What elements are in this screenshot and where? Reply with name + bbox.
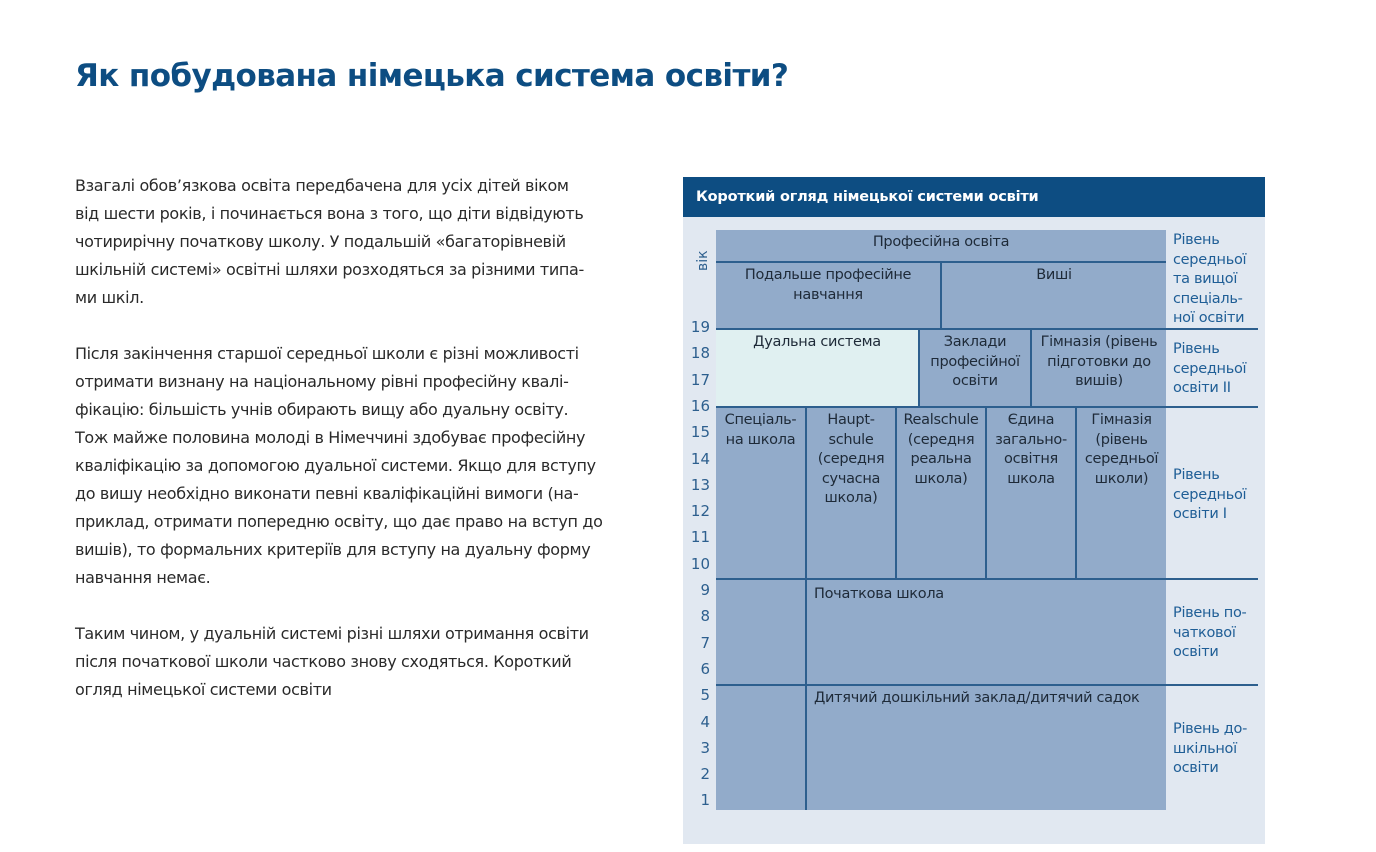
text-line: Рівень bbox=[1173, 232, 1220, 248]
text-line: середньої bbox=[1084, 451, 1159, 467]
text-line: освіти bbox=[1173, 760, 1219, 776]
level-label-preschool bbox=[1173, 720, 1268, 779]
cell-label: Дитячий дошкільний заклад/дитячий садок bbox=[814, 690, 1140, 706]
age-tick: 11 bbox=[690, 528, 710, 547]
text-line: (середня bbox=[817, 451, 885, 467]
body-text bbox=[75, 172, 665, 732]
text-line: освіти bbox=[952, 373, 998, 389]
paragraph bbox=[75, 172, 665, 312]
text-line: освіти I bbox=[1173, 506, 1227, 522]
text-line: школи) bbox=[1094, 470, 1149, 487]
text-line: Рівень bbox=[1173, 341, 1220, 357]
cell-label bbox=[716, 266, 940, 305]
text-line: після початкової школи частково знову сходяться. Короткий bbox=[75, 652, 572, 671]
text-line: фікацію: більшість учнів обирають вищу або дуальну освіту. bbox=[75, 400, 569, 419]
level-text bbox=[1173, 720, 1268, 779]
text-line: приклад, отримати попередню освіту, що дає право на вступ до bbox=[75, 512, 603, 531]
text-line: Рівень по- bbox=[1173, 605, 1247, 621]
paragraph bbox=[75, 620, 665, 704]
text-line: до вишу необхідно виконати певні кваліфікаційні вимоги (на- bbox=[75, 484, 579, 503]
text-line: освіти II bbox=[1173, 380, 1231, 396]
cell-primary-school bbox=[807, 580, 1166, 684]
text-line: Гімназія (рівень bbox=[1040, 334, 1158, 350]
cell-gymnasium-lower bbox=[1077, 408, 1166, 579]
age-tick: 15 bbox=[690, 423, 710, 442]
cell-label bbox=[716, 411, 805, 450]
cell-label: Початкова школа bbox=[814, 586, 944, 602]
text-line: Таким чином, у дуальній системі різні шляхи отримання освіти bbox=[75, 624, 589, 643]
page-title: Як побудована німецька система освіти? bbox=[75, 58, 789, 94]
level-text bbox=[1173, 466, 1268, 525]
cell-kindergarten bbox=[807, 686, 1166, 810]
text-line: навчання bbox=[793, 286, 863, 303]
age-tick: 18 bbox=[690, 344, 710, 363]
text-line: середньої bbox=[1173, 251, 1247, 268]
text-line: Тож майже половина молоді в Німеччині здобуває професійну bbox=[75, 428, 586, 447]
age-tick: 3 bbox=[700, 738, 710, 757]
text-line: schule bbox=[828, 431, 874, 448]
level-label-primary bbox=[1173, 604, 1268, 663]
text-line: реальна bbox=[910, 451, 972, 467]
text-line: кваліфікацію за допомогою дуальної системи. Якщо для вступу bbox=[75, 456, 596, 475]
text-line: ної освіти bbox=[1173, 310, 1245, 326]
cell-label: Виші bbox=[1036, 267, 1072, 283]
text-line: вишів), то формальних критеріїв для вступу на дуальну форму bbox=[75, 540, 591, 559]
text-line: Haupt- bbox=[827, 412, 875, 428]
text-line: Взагалі обов’язкова освіта передбачена для усіх дітей віком bbox=[75, 176, 569, 195]
cell-vocational-schools bbox=[920, 330, 1030, 407]
age-tick: 9 bbox=[700, 581, 710, 599]
age-tick: 17 bbox=[690, 370, 710, 389]
text-line: середньої bbox=[1173, 486, 1247, 503]
level-label-secondary-2 bbox=[1173, 340, 1268, 399]
cell-label bbox=[987, 411, 1075, 489]
text-line: шкільної bbox=[1173, 740, 1237, 757]
text-line: освіти bbox=[1173, 644, 1219, 660]
text-line: підготовки до bbox=[1047, 353, 1151, 370]
text-line: отримати визнану на національному рівні професійну квалі- bbox=[75, 372, 569, 391]
cell-hauptschule bbox=[807, 408, 895, 579]
age-tick: 10 bbox=[690, 554, 710, 573]
age-tick: 1 bbox=[700, 791, 710, 810]
text-line: Рівень bbox=[1173, 467, 1220, 483]
education-system-diagram bbox=[683, 177, 1265, 844]
age-tick: 5 bbox=[700, 686, 710, 705]
text-line: (середня bbox=[907, 431, 975, 448]
text-line: середньої bbox=[1173, 360, 1247, 377]
text-line: Єдина bbox=[1007, 412, 1055, 428]
level-label-secondary-1 bbox=[1173, 466, 1268, 525]
age-tick: 19 bbox=[690, 318, 710, 336]
text-line: від шести років, і починається вона з того, що діти відвідують bbox=[75, 204, 584, 223]
text-line: ми шкіл. bbox=[75, 288, 144, 307]
text-line: шкільній системі» освітні шляхи розходяться за різними типа- bbox=[75, 260, 584, 279]
text-line: на школа bbox=[725, 431, 796, 448]
paragraph bbox=[75, 340, 665, 592]
cell-further-training bbox=[716, 263, 940, 329]
level-text bbox=[1173, 231, 1268, 329]
cell-comprehensive-school bbox=[987, 408, 1075, 579]
cell-universities bbox=[942, 263, 1166, 329]
text-line: професійної bbox=[930, 353, 1020, 370]
text-line: Гімназія bbox=[1091, 412, 1152, 428]
text-line: Realschule bbox=[903, 412, 979, 428]
text-line: огляд німецької системи освіти bbox=[75, 680, 332, 699]
text-line: школа bbox=[1007, 470, 1055, 487]
cell-realschule bbox=[897, 408, 985, 579]
text-line: освітня bbox=[1004, 451, 1058, 467]
age-tick: 8 bbox=[700, 607, 710, 626]
text-line: чаткової bbox=[1173, 624, 1236, 641]
age-tick: 4 bbox=[700, 712, 710, 731]
text-line: Подальше професійне bbox=[744, 267, 912, 283]
cell-special-school bbox=[716, 408, 805, 579]
cell-gymnasium-upper bbox=[1032, 330, 1166, 407]
cell-label bbox=[897, 411, 985, 489]
text-line: навчання немає. bbox=[75, 568, 211, 587]
cell-label: Дуальна система bbox=[753, 334, 881, 350]
age-tick: 6 bbox=[700, 659, 710, 678]
cell-dual-system bbox=[716, 330, 918, 407]
age-tick: 12 bbox=[690, 502, 710, 521]
text-line: Спеціаль- bbox=[724, 412, 797, 428]
text-line: загально- bbox=[995, 431, 1067, 448]
text-line: школа) bbox=[824, 490, 878, 506]
cell-label bbox=[1077, 411, 1166, 489]
text-line: спеціаль- bbox=[1173, 290, 1243, 307]
age-tick: 2 bbox=[700, 765, 710, 784]
text-line: Після закінчення старшої середньої школи є різні можливості bbox=[75, 344, 579, 363]
age-tick: 16 bbox=[690, 396, 710, 415]
text-line: та вищої bbox=[1173, 271, 1238, 287]
cell-label: Професійна освіта bbox=[872, 234, 1010, 250]
level-label-tertiary bbox=[1173, 231, 1268, 329]
level-text bbox=[1173, 340, 1268, 399]
cell-label bbox=[807, 411, 895, 509]
diagram-title: Короткий огляд німецької системи освіти bbox=[683, 177, 1265, 217]
age-tick: 14 bbox=[690, 449, 710, 468]
cell-left-column-lower bbox=[716, 580, 805, 810]
text-line: вишів) bbox=[1075, 373, 1123, 389]
age-tick: 7 bbox=[700, 633, 710, 652]
age-axis-label: вік bbox=[695, 250, 711, 271]
age-tick: 13 bbox=[690, 475, 710, 494]
text-line: сучасна bbox=[821, 470, 881, 487]
text-line: Рівень до- bbox=[1173, 721, 1248, 737]
cell-label bbox=[1032, 333, 1166, 392]
text-line: Заклади bbox=[943, 334, 1007, 350]
text-line: (рівень bbox=[1095, 431, 1148, 448]
text-line: чотирирічну початкову школу. У подальшій «багаторівневій bbox=[75, 232, 566, 251]
level-text bbox=[1173, 604, 1268, 663]
text-line: школа) bbox=[914, 470, 968, 487]
cell-label bbox=[920, 333, 1030, 392]
